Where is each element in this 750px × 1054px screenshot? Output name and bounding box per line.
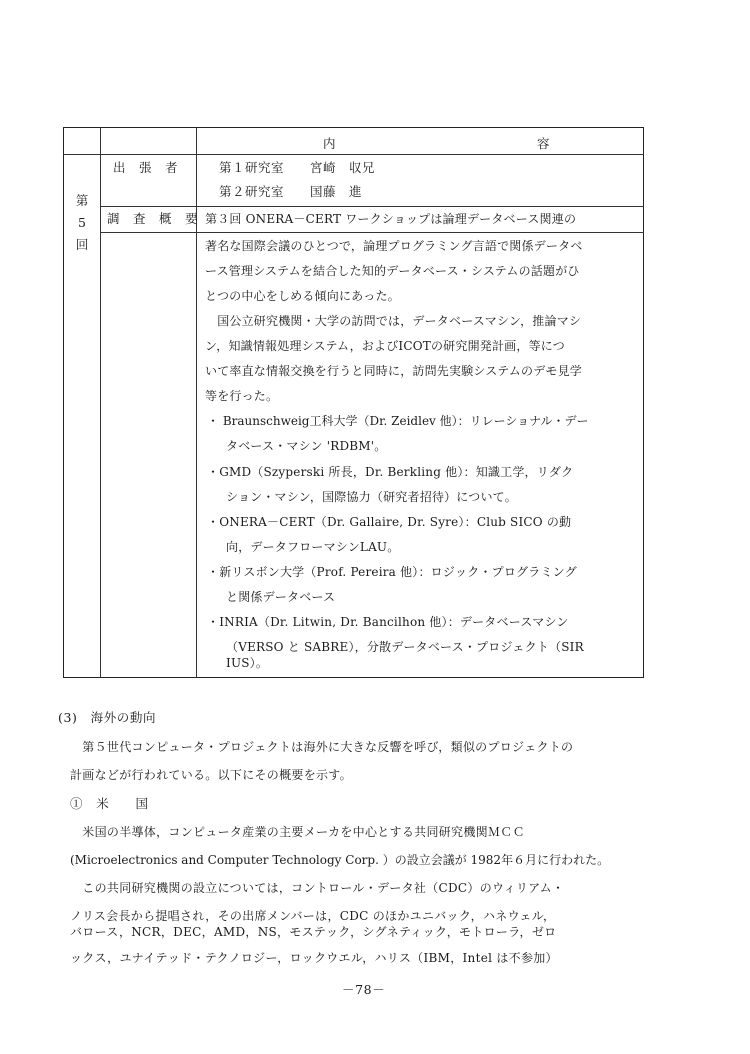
paragraph-line: (Microelectronics and Computer Technology Corp. ）の設立会議が 1982年６月に行われた。 <box>70 853 610 867</box>
summary-line: 等を行った。 <box>205 389 279 403</box>
bullet-item: ・GMD（Szyperski 所長，Dr. Berkling 他）：知識工学，リダク <box>207 465 574 479</box>
summary-line: とつの中心をしめる傾向にあった。 <box>205 289 400 303</box>
traveler-2: 第２研究室 国藤 進 <box>219 184 363 199</box>
sub-heading: ① 米 国 <box>70 796 149 811</box>
report-table <box>63 127 644 678</box>
session-label <box>72 190 92 256</box>
bullet-item-cont: IUS）。 <box>226 656 269 670</box>
summary-line: 著名な国際会議のひとつで，論理プログラミング言語で関係データベ <box>205 239 583 253</box>
bullet-item: ・ONERA－CERT（Dr. Gallaire, Dr. Syre）：Club SICO の動 <box>207 515 572 529</box>
table-row-divider <box>100 232 644 233</box>
bullet-item-cont: ション・マシン，国際協力（研究者招待）について。 <box>226 490 517 504</box>
session-char: 回 <box>75 237 89 252</box>
paragraph-line: バロース，NCR，DEC，AMD，NS，モステック，シグネティック，モトローラ，ゼロ <box>70 925 557 939</box>
table-header-left: 内 <box>323 136 336 151</box>
table-row-divider <box>100 206 644 207</box>
table-header-divider <box>63 154 644 155</box>
session-char: 5 <box>78 215 86 230</box>
summary-line: 国公立研究機関・大学の訪問では，データベースマシン，推論マシ <box>205 314 582 328</box>
bullet-item-cont: タベース・マシン 'RDBM'。 <box>226 439 387 453</box>
paragraph-line: ックス，ユナイテッド・テクノロジー，ロックウエル，ハリス（IBM，Intel は不参加） <box>70 951 558 965</box>
bullet-item: ・INRIA（Dr. Litwin, Dr. Bancilhon 他）：データベースマシン <box>207 615 569 629</box>
bullet-item: ・新リスボン大学（Prof. Pereira 他）：ロジック・プログラミング <box>207 565 577 579</box>
paragraph-line: 計画などが行われている。以下にその概要を示す。 <box>70 768 352 782</box>
paragraph-line: 米国の半導体，コンピュータ産業の主要メーカを中心とする共同研究機関ＭＣＣ <box>70 825 525 839</box>
table-col-divider <box>100 128 101 677</box>
bullet-item-cont: 向，データフローマシンLAU。 <box>226 540 400 554</box>
paragraph-line: この共同研究機関の設立については，コントロール・データ社（CDC）のウィリアム・ <box>70 881 565 895</box>
paragraph-line: ノリス会長から提唱され，その出席メンバーは，CDC のほかユニバック，ハネウェル， <box>70 909 556 923</box>
row-label-summary: 調 査 概 要 <box>107 211 199 226</box>
session-char: 第 <box>75 193 89 208</box>
summary-line: ン，知識情報処理システム，およびICOTの研究開発計画，等につ <box>205 339 565 353</box>
table-header-right: 容 <box>537 136 550 151</box>
row-label-travelers: 出 張 者 <box>113 160 179 175</box>
traveler-1: 第１研究室 宮崎 収兄 <box>219 160 376 175</box>
paragraph-line: 第５世代コンピュータ・プロジェクトは海外に大きな反響を呼び，類似のプロジェクトの <box>70 740 574 754</box>
summary-first-line: 第３回 ONERA－CERT ワークショップは論理データベース関連の <box>205 212 577 226</box>
bullet-item-cont: （VERSO と SABRE），分散データベース・プロジェクト（SIR <box>226 640 584 654</box>
summary-line: いて率直な情報交換を行うと同時に，訪問先実験システムのデモ見学 <box>205 364 583 378</box>
summary-line: ース管理システムを結合した知的データベース・システムの話題がひ <box>205 264 580 278</box>
section-heading: (3) 海外の動向 <box>58 710 157 725</box>
page-number: －78－ <box>342 982 386 997</box>
bullet-item: ・ Braunschweig工科大学（Dr. Zeidlev 他）：リレーショナル・デー <box>207 414 589 428</box>
bullet-item-cont: と関係データベース <box>226 590 336 604</box>
